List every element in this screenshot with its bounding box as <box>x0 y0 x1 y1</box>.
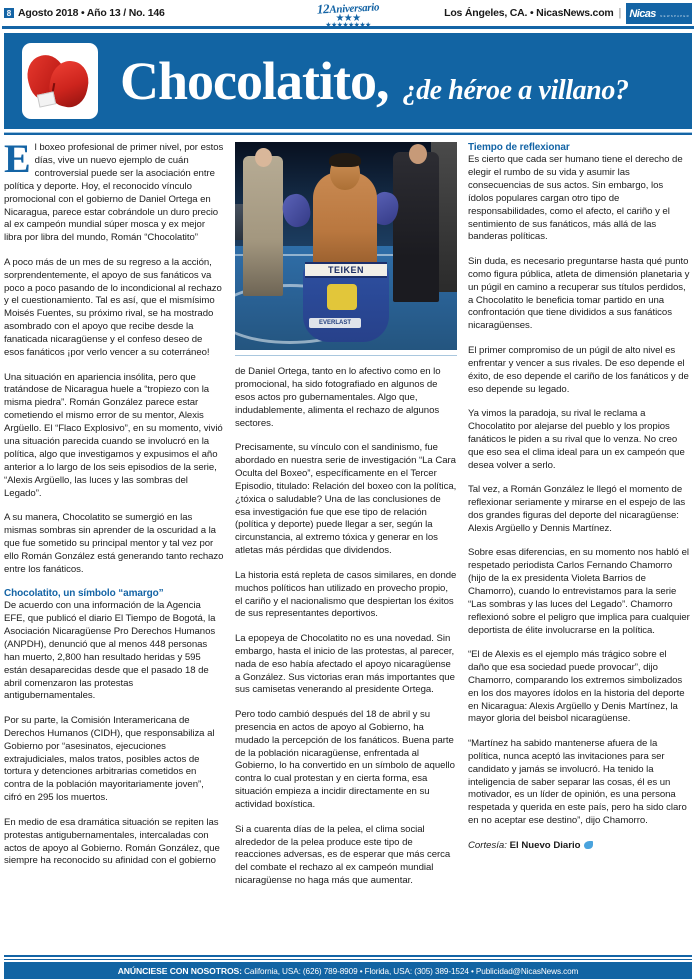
anniversary-logo <box>283 0 413 29</box>
paragraph: Sobre esas diferencias, en su momento nos habló el respetado periodista Carlos Fernando Chamorro (hijo de la ex presidenta Violeta Barrios de Chamorro), cuando lo entrevistamos para la serie “Las sombras y las luces del Legado”. Chamorro reflexionó sobre el peligro que implica para cualquier deportista de élite involucrarse en la política. <box>468 547 690 636</box>
article-body <box>4 136 692 937</box>
paragraph: Ya vimos la paradoja, su rival le reclama a Chocolatito por alejarse del pueblo y los propios fanáticos le piden a su rival que lo venza. No creo que eso sea el clima ideal para un ex campeón que desea volver a serlo. <box>468 407 685 471</box>
paragraph: El primer compromiso de un púgil de alto nivel es enfrentar y vencer a sus rivales. De eso depende el éxito, de eso depende el cariño de los fanáticos y de eso depende su legado. <box>468 344 689 395</box>
paragraph: A poco más de un mes de su regreso a la acción, sorprendentemente, el apoyo de sus fanáticos va poco a poco pasando de lo incondicional al rechazo y el cuestionamiento. Tal es así, que el mismísimo Moisés Fuentes, su próximo rival, se ha mostrado asombrado con el apoyo que recibe desde la fanaticada nicaragüense y el confeso deseo de esos fanáticos ¡por verlo vencer a su coterráneo! <box>4 256 222 359</box>
headline-main: Chocolatito, <box>120 51 389 111</box>
article-credit <box>468 840 690 851</box>
photo-divider <box>235 355 457 356</box>
masthead <box>0 0 696 29</box>
anniversary-number: 12 <box>316 0 330 17</box>
footer-divider <box>4 955 692 960</box>
paragraph: Sin duda, es necesario preguntarse hasta qué punto como figura pública, atleta de dimensión planetaria y un púgil en camino a recuperar sus títulos perdidos, a Chocolatito le beneficia tomar partido en una confrontación que tiene divididos a sus fanáticos nicaragüenses. <box>468 255 690 332</box>
paragraph: Una situación en apariencia insólita, pero que tratándose de Nicaragua huele a “tropiezo con la misma piedra”. Román González parece estar cometiendo el mismo error de su mentor, Alexis Argüello. El “Flaco Explosivo”, en su momento, vivió una situación parecida cuando se involucró en la política, algo que investigamos y expusimos el año anterior a lo largo de los seis episodios de la serie, “Alexis Argüello, las luces y las sombras del Legado”. <box>4 371 223 499</box>
issue-badge: 8 <box>4 8 14 18</box>
column-right <box>468 142 690 937</box>
boxing-gloves-icon <box>22 43 98 119</box>
banner-divider <box>4 132 692 135</box>
headline-texts <box>120 51 692 111</box>
masthead-right <box>444 3 692 24</box>
trunks-sub-text: EVERLAST <box>309 318 361 328</box>
masthead-left <box>4 7 165 19</box>
paragraph: A su manera, Chocolatito se sumergió en las mismas sombras sin aprender de la oscuridad a la que fue sometido su principal mentor y tal vez por ello Román González está generando tanto rechazo entre los fanáticos. <box>4 512 224 575</box>
headline-sub: ¿de héroe a villano? <box>402 75 629 106</box>
boxer-in-ring-photo <box>235 142 457 350</box>
paragraph: De acuerdo con una información de la Agencia EFE, que publicó el diario El Tiempo de Bogotá, la Asociación Nicaragüense Pro Derechos Humanos (ANPDH), denunció que al menos 448 personas han muerto, 2,800 han resultado heridas y 595 están desaparecidas desde que el pasado 18 de abril comenzaron las protestas antigubernamentales. <box>4 600 216 702</box>
nicas-logo-text: Nicas <box>629 7 656 20</box>
advertise-lead: ANÚNCIESE CON NOSOTROS: <box>117 965 242 976</box>
paragraph: Precisamente, su vínculo con el sandinismo, fue abordado en nuestra serie de investigación “La Cara Oculta del Boxeo”, específicamente en el Tercer Episodio, titulado: Relación del boxeo con la política, ¿tóxica o saludable? Una de las conclusiones de esa investigación fue que ese tipo de relación (política y deporte) puede llegar a ser, según la circunstancia, al extremo tóxica y generar en los atletas más pérdidas que dividendos. <box>235 442 457 557</box>
paragraph: “El de Alexis es el ejemplo más trágico sobre el daño que esa sociedad puede provocar”, dijo Chamorro, comparando los extremos simbolizados en los dos mayores ídolos en la historia del deporte en Nicaragua: Alexis Argüello y Denis Martínez, la mayor gloria del beisbol nicaragüense. <box>468 648 685 725</box>
paragraph: Tal vez, a Román González le llegó el momento de reflexionar seriamente y mirarse en el espejo de las dos grandes figuras del deporte del nicaragüense: Alexis Argüello y Dennis Martínez. <box>468 483 686 534</box>
headline-banner <box>4 33 692 129</box>
paragraph: Pero todo cambió después del 18 de abril y su presencia en actos de apoyo al Gobierno, ha mudado la percepción de los fanáticos. Buena parte de la población nicaragüense, enfrentada al Gobierno, lo ha convertido en un símbolo de aquello contra lo cual protestan y en cierta forma, esa situación empieza a incidir directamente en su actividad boxística. <box>235 708 455 811</box>
credit-label: Cortesía: <box>468 839 507 851</box>
anniversary-stars: ★★★ <box>335 13 361 24</box>
section-subheading: Chocolatito, un símbolo “amargo” <box>4 588 164 600</box>
paragraph: de Daniel Ortega, tanto en lo afectivo como en lo promocional, ha sido fotografiado en algunos de esos actos pro gubernamentales. Algo que, indudablemente, alimenta el rechazo de algunos sectores. <box>235 366 441 429</box>
paragraph: La historia está repleta de casos similares, en donde muchos políticos han utilizado en provecho propio, el cariño y el nacionalismo que despiertan los éxitos de sus representantes deportivos. <box>235 569 457 620</box>
anniversary-word: Aniversario <box>329 1 380 16</box>
paragraph: “Martínez ha sabido mantenerse afuera de la política, nunca aceptó las invitaciones para ser candidato y jamás se involucró. Ha tenido la inteligencia de saber separar las cosas, él es un motivador, es un líder de opinión, es una persona respetada y querida en este país, pero ha sido claro en no aceptar ese destino”, dijo Chamorro. <box>468 737 687 827</box>
advertise-details: California, USA: (626) 789-8909 • Florida, USA: (305) 389-1524 • Publicidad@NicasNews.com <box>241 966 579 976</box>
anniversary-stars-row2: ★★★★★★★★ <box>325 22 371 29</box>
twitter-bird-icon <box>584 841 593 849</box>
advertise-bar <box>4 962 692 979</box>
page-footer <box>0 955 696 979</box>
paragraph: En medio de esa dramática situación se repiten las protestas antigubernamentales, intercaladas con actos de apoyo al Gobierno. Román González, que siempre ha reconocido su afinidad con el gobierno <box>4 816 220 867</box>
paragraph: Por su parte, la Comisión Interamericana de Derechos Humanos (CIDH), que responsabiliza al Gobierno por “asesinatos, ejecuciones extrajudiciales, malos tratos, posibles actos de tortura y detenciones arbitrarias cometidos en contra de la población mayoritariamente joven”, cifró en 295 los muertos. <box>4 714 215 804</box>
drop-cap: E <box>4 136 31 181</box>
nicas-logo-subtext: N E W S P A P E R <box>660 13 689 18</box>
section-subheading: Tiempo de reflexionar <box>468 142 570 153</box>
paragraph: Es cierto que cada ser humano tiene el derecho de elegir el rumbo de su vida y asumir las consecuencias de sus actos. Sin embargo, los ídolos populares cargan otro tipo de responsabilidades, como el afecto, el cariño y el sentimiento de sus fanáticos, más allá de las banderas políticas. <box>468 154 683 243</box>
paragraph: Si a cuarenta días de la pelea, el clima social alrededor de la pelea produce este tipo de reacciones adversas, es de esperar que más cerca del combate el rechazo al ex campeón mundial nicaragüense no haga más que aumentar. <box>235 823 451 887</box>
issue-line: Agosto 2018 • Año 13 / No. 146 <box>18 7 165 19</box>
paragraph <box>4 136 224 245</box>
article-photo-wrapper <box>235 142 457 356</box>
advertise-text <box>118 966 579 976</box>
column-middle <box>235 142 457 937</box>
city-website: Los Ángeles, CA. • NicasNews.com <box>444 7 614 19</box>
masthead-separator: | <box>618 7 622 19</box>
credit-source: El Nuevo Diario <box>509 839 581 851</box>
paragraph: La epopeya de Chocolatito no es una novedad. Sin embargo, hasta el inicio de las protestas, al parecer, nada de eso había afectado el apoyo nicaragüense a González. Sus victorias eran más importantes que sus camisetas venerando al presidente Ortega. <box>235 632 455 696</box>
paragraph-text: l boxeo profesional de primer nivel, por estos días, vive un nuevo ejemplo de cuán controversial puede ser la asociación entre política y deporte. Hoy, el reconocido vínculo promocional con el gobierno de Daniel Ortega en Nicaragua, parece estar cobrándole un duro precio al ex campeón mundial súper mosca y ex mejor libra por libra del mundo, Román “Chocolatito” <box>4 142 224 244</box>
column-left <box>4 136 224 937</box>
nicas-logo <box>626 3 692 24</box>
trunks-brand-text: TEIKEN <box>327 265 364 275</box>
